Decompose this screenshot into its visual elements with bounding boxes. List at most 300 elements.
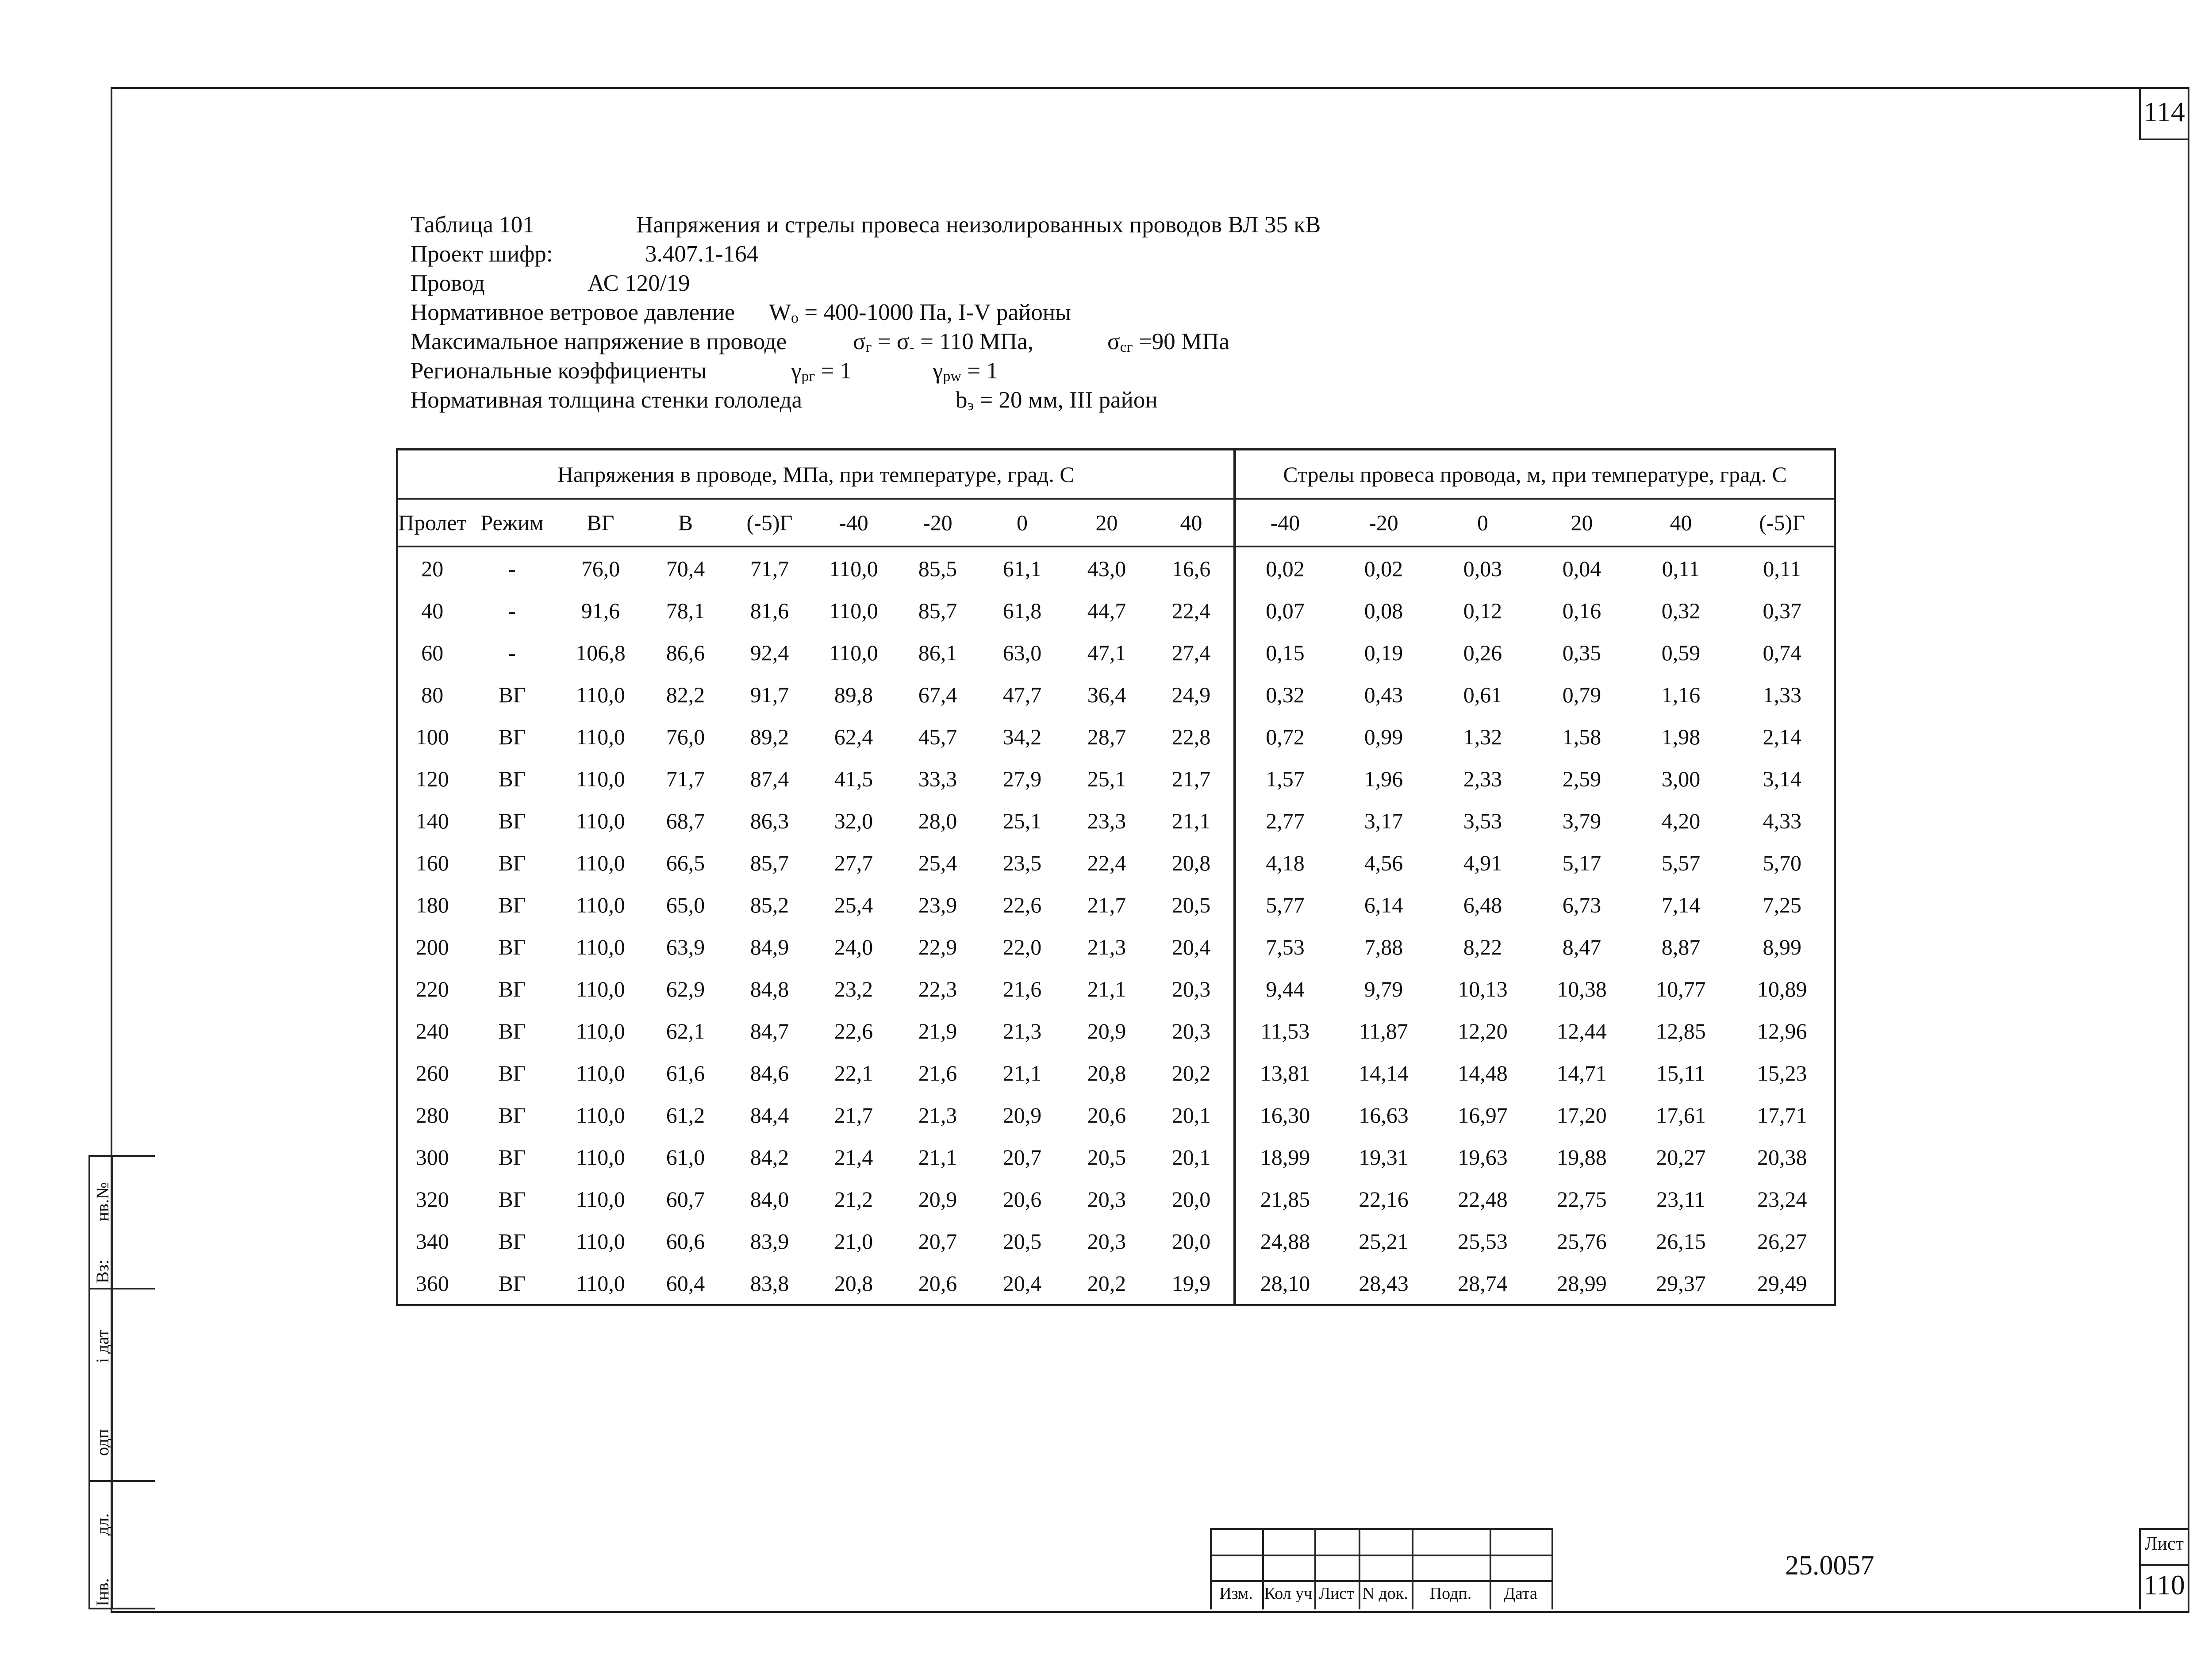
project-code-value: 3.407.1-164 — [645, 241, 759, 267]
table-cell: 41,5 — [834, 766, 873, 791]
table-cell: 84,4 — [750, 1102, 789, 1128]
table-cell: 20,2 — [1087, 1270, 1126, 1296]
table-cell: 19,31 — [1359, 1144, 1409, 1170]
table-cell: 23,5 — [1002, 850, 1042, 875]
column-header: 0 — [979, 499, 1064, 547]
table-cell: 16,6 — [1148, 547, 1235, 589]
table-cell: 25,76 — [1557, 1228, 1607, 1254]
stress-group-header: Напряжения в проводе, МПа, при температуре, град. С — [397, 450, 1235, 499]
table-cell: 22,9 — [918, 934, 957, 959]
table-cell: 1,16 — [1661, 682, 1701, 707]
table-cell: 86,1 — [918, 640, 957, 665]
table-cell: 100 — [415, 724, 449, 749]
table-cell: 4,33 — [1763, 808, 1801, 833]
table-cell: 0,43 — [1364, 682, 1403, 707]
table-cell: 21,1 — [1148, 800, 1235, 842]
table-cell: 76,0 — [666, 724, 705, 749]
avg-stress-value: $\sigma_{сг} =90$ МПа — [1107, 329, 1229, 355]
table-cell: 110,0 — [576, 934, 625, 959]
table-row — [397, 926, 1835, 968]
table-cell: 22,75 — [1557, 1186, 1607, 1212]
table-cell: 22,3 — [918, 976, 957, 1001]
table-cell: 22,1 — [834, 1060, 873, 1085]
table-cell: 12,20 — [1458, 1018, 1508, 1043]
table-cell: 47,1 — [1087, 640, 1126, 665]
table-row — [397, 631, 1835, 674]
table-cell: 21,6 — [1002, 976, 1042, 1001]
table-cell: 20,6 — [1002, 1186, 1042, 1212]
table-cell: 63,9 — [666, 934, 705, 959]
table-cell: 160 — [415, 850, 449, 875]
table-cell: 45,7 — [918, 724, 957, 749]
table-cell: 2,14 — [1763, 724, 1801, 749]
table-cell: 67,4 — [918, 682, 957, 707]
table-cell: 25,1 — [1002, 808, 1042, 833]
column-header: -20 — [1334, 499, 1433, 547]
table-cell: 6,48 — [1463, 892, 1502, 917]
table-cell: 61,0 — [666, 1144, 705, 1170]
table-cell: 28,0 — [918, 808, 957, 833]
table-cell: 21,85 — [1260, 1186, 1310, 1212]
table-number: Таблица 101 — [411, 212, 534, 238]
table-cell: 17,20 — [1557, 1102, 1607, 1128]
table-cell: 7,14 — [1661, 892, 1701, 917]
table-cell: 15,23 — [1757, 1060, 1807, 1085]
table-cell: 87,4 — [750, 766, 789, 791]
table-cell: 110,0 — [829, 640, 878, 665]
column-header: -40 — [1235, 499, 1334, 547]
table-cell: 20 — [421, 556, 444, 581]
table-cell: 9,79 — [1364, 976, 1403, 1001]
wind-pressure-label: Нормативное ветровое давление — [411, 300, 735, 325]
table-cell: 34,2 — [1002, 724, 1042, 749]
stamp-line — [88, 1608, 155, 1609]
column-header: Пролет — [397, 499, 467, 547]
table-cell: 84,0 — [750, 1186, 789, 1212]
table-cell: 3,79 — [1562, 808, 1601, 833]
column-header: (-5)Г — [727, 499, 811, 547]
table-cell: 17,71 — [1757, 1102, 1807, 1128]
table-cell: 65,0 — [666, 892, 705, 917]
table-cell: 4,18 — [1266, 850, 1305, 875]
table-cell: 0,61 — [1463, 682, 1502, 707]
table-cell: 20,4 — [1002, 1270, 1042, 1296]
wire-value: АС 120/19 — [588, 270, 690, 296]
table-cell: 20,6 — [1087, 1102, 1126, 1128]
table-cell: 1,33 — [1763, 682, 1801, 707]
table-cell: 4,20 — [1661, 808, 1701, 833]
table-cell: 120 — [415, 766, 449, 791]
table-cell: 28,43 — [1359, 1270, 1409, 1296]
table-body — [397, 450, 1835, 1305]
table-row — [397, 1094, 1835, 1136]
column-header: Режим — [466, 499, 557, 547]
stress-sag-table — [396, 448, 1836, 1306]
rev-label-kol: Кол уч — [1264, 1584, 1313, 1603]
table-cell: 20,38 — [1757, 1144, 1807, 1170]
table-cell: 20,3 — [1087, 1186, 1126, 1212]
table-cell: 320 — [415, 1186, 449, 1212]
table-cell: 20,1 — [1148, 1094, 1235, 1136]
wind-pressure-value: $W_o = 400-1000$ Па, I-V районы — [769, 300, 1071, 326]
table-cell: 91,6 — [581, 598, 620, 623]
table-cell: 86,3 — [750, 808, 789, 833]
table-cell: 23,9 — [918, 892, 957, 917]
table-cell: ВГ — [498, 892, 526, 917]
table-cell: 280 — [415, 1102, 449, 1128]
table-cell: 20,8 — [1148, 842, 1235, 884]
table-cell: ВГ — [498, 1186, 526, 1212]
table-cell: 84,7 — [750, 1018, 789, 1043]
table-cell: 0,59 — [1661, 640, 1701, 665]
table-cell: 110,0 — [576, 976, 625, 1001]
table-cell: ВГ — [498, 1060, 526, 1085]
table-cell: 20,2 — [1148, 1052, 1235, 1094]
stamp-column — [88, 1155, 113, 1609]
stamp-label-inv: Інв. — [92, 1578, 112, 1606]
table-cell: 85,7 — [750, 850, 789, 875]
table-cell: 86,6 — [666, 640, 705, 665]
table-cell: 21,6 — [918, 1060, 957, 1085]
table-cell: 29,49 — [1757, 1270, 1807, 1296]
table-cell: 25,21 — [1359, 1228, 1409, 1254]
ice-thickness-value: $b_э = 20$ мм, III район — [956, 387, 1158, 414]
table-cell: 20,3 — [1148, 968, 1235, 1010]
table-cell: 5,57 — [1661, 850, 1701, 875]
table-cell: 20,9 — [1087, 1018, 1126, 1043]
table-cell: 110,0 — [576, 1270, 625, 1296]
table-cell: ВГ — [498, 850, 526, 875]
table-cell: 5,70 — [1763, 850, 1801, 875]
table-cell: 11,87 — [1359, 1018, 1408, 1043]
column-header: В — [643, 499, 727, 547]
table-cell: 0,32 — [1661, 598, 1701, 623]
table-cell: 47,7 — [1002, 682, 1042, 707]
table-cell: 21,4 — [834, 1144, 873, 1170]
table-cell: 110,0 — [576, 1018, 625, 1043]
left-approval-stamp — [44, 1155, 111, 1609]
table-cell: 71,7 — [750, 556, 789, 581]
table-cell: 0,08 — [1364, 598, 1403, 623]
column-header: -40 — [811, 499, 895, 547]
table-cell: 19,9 — [1148, 1262, 1235, 1305]
table-cell: 8,87 — [1661, 934, 1701, 959]
table-cell: 60,6 — [666, 1228, 705, 1254]
table-cell: 36,4 — [1087, 682, 1126, 707]
table-cell: 60 — [421, 640, 444, 665]
ice-thickness-label: Нормативная толщина стенки гололеда — [411, 387, 803, 413]
table-cell: 14,48 — [1458, 1060, 1508, 1085]
table-cell: ВГ — [498, 808, 526, 833]
gamma-pg-value: $\gamma_{pг} = 1$ — [791, 358, 852, 385]
table-cell: 15,11 — [1656, 1060, 1705, 1085]
table-cell: 28,7 — [1087, 724, 1126, 749]
table-cell: 360 — [415, 1270, 449, 1296]
table-cell: 10,13 — [1458, 976, 1508, 1001]
table-cell: 0,74 — [1763, 640, 1801, 665]
table-cell: 16,97 — [1458, 1102, 1508, 1128]
table-cell: 85,2 — [750, 892, 789, 917]
table-cell: 7,53 — [1266, 934, 1305, 959]
table-cell: 21,1 — [1002, 1060, 1042, 1085]
table-cell: 11,53 — [1260, 1018, 1310, 1043]
table-cell: 6,73 — [1562, 892, 1601, 917]
table-cell: 2,59 — [1562, 766, 1601, 791]
table-cell: 27,9 — [1002, 766, 1042, 791]
table-cell: 2,77 — [1266, 808, 1305, 833]
table-cell: 110,0 — [576, 850, 625, 875]
table-cell: 22,16 — [1359, 1186, 1409, 1212]
table-cell: 240 — [415, 1018, 449, 1043]
table-cell: 83,8 — [750, 1270, 789, 1296]
table-row — [397, 589, 1835, 631]
table-cell: 13,81 — [1260, 1060, 1310, 1085]
table-cell: 80 — [421, 682, 444, 707]
table-cell: 82,2 — [666, 682, 705, 707]
table-cell: ВГ — [498, 976, 526, 1001]
table-cell: ВГ — [498, 724, 526, 749]
table-cell: 27,4 — [1148, 631, 1235, 674]
rev-label-list: Лист — [1319, 1584, 1354, 1603]
table-cell: 22,4 — [1148, 589, 1235, 631]
column-header: 40 — [1631, 499, 1730, 547]
table-cell: 25,1 — [1087, 766, 1126, 791]
table-cell: 60,4 — [666, 1270, 705, 1296]
table-row — [397, 1010, 1835, 1052]
table-cell: 21,1 — [918, 1144, 957, 1170]
table-cell: 10,38 — [1557, 976, 1607, 1001]
column-header: 20 — [1064, 499, 1148, 547]
table-cell: 22,4 — [1087, 850, 1126, 875]
column-header: ВГ — [557, 499, 643, 547]
sheet-label: Лист — [2145, 1534, 2184, 1554]
table-cell: 18,99 — [1260, 1144, 1310, 1170]
table-cell: 20,6 — [918, 1270, 957, 1296]
table-cell: ВГ — [498, 1018, 526, 1043]
table-cell: 0,19 — [1364, 640, 1403, 665]
table-cell: 78,1 — [666, 598, 705, 623]
table-cell: 19,63 — [1458, 1144, 1508, 1170]
table-cell: ВГ — [498, 1144, 526, 1170]
table-cell: 23,3 — [1087, 808, 1126, 833]
table-cell: 84,8 — [750, 976, 789, 1001]
table-cell: 20,1 — [1148, 1136, 1235, 1178]
table-cell: 25,4 — [918, 850, 957, 875]
table-column-header-row — [397, 499, 1835, 547]
column-header: 40 — [1148, 499, 1235, 547]
table-cell: 68,7 — [666, 808, 705, 833]
table-cell: 21,1 — [1087, 976, 1126, 1001]
table-cell: 110,0 — [576, 1102, 625, 1128]
regional-coeff-label: Региональные коэффициенты — [411, 358, 707, 384]
wire-label: Провод — [411, 270, 485, 296]
table-cell: 21,9 — [918, 1018, 957, 1043]
table-cell: 0,99 — [1364, 724, 1403, 749]
table-cell: 20,9 — [1002, 1102, 1042, 1128]
table-cell: 85,5 — [918, 556, 957, 581]
table-cell: 0,04 — [1562, 556, 1601, 581]
table-cell: ВГ — [498, 682, 526, 707]
table-cell: 70,4 — [666, 556, 705, 581]
table-cell: 110,0 — [576, 724, 625, 749]
stamp-line — [88, 1155, 155, 1157]
table-cell: 1,58 — [1562, 724, 1601, 749]
table-cell: 85,7 — [918, 598, 957, 623]
table-cell: 24,0 — [834, 934, 873, 959]
stamp-line — [88, 1480, 155, 1482]
table-cell: 22,48 — [1458, 1186, 1508, 1212]
column-header: 20 — [1532, 499, 1631, 547]
table-cell: 26,15 — [1656, 1228, 1706, 1254]
table-cell: 3,00 — [1661, 766, 1701, 791]
table-row — [397, 800, 1835, 842]
column-header: 0 — [1433, 499, 1532, 547]
table-cell: 110,0 — [576, 1228, 625, 1254]
table-cell: 22,6 — [1002, 892, 1042, 917]
table-cell: 110,0 — [829, 598, 878, 623]
table-cell: 17,61 — [1656, 1102, 1706, 1128]
table-cell: 20,3 — [1148, 1010, 1235, 1052]
table-cell: ВГ — [498, 934, 526, 959]
table-cell: 84,9 — [750, 934, 789, 959]
table-cell: 3,17 — [1364, 808, 1403, 833]
table-cell: 10,89 — [1757, 976, 1807, 1001]
table-cell: 3,53 — [1463, 808, 1502, 833]
table-cell: 8,22 — [1463, 934, 1502, 959]
table-cell: 12,85 — [1656, 1018, 1706, 1043]
page-number-top: 114 — [2139, 87, 2188, 140]
table-cell: 0,32 — [1266, 682, 1305, 707]
table-cell: 20,4 — [1148, 926, 1235, 968]
table-cell: 81,6 — [750, 598, 789, 623]
table-cell: 92,4 — [750, 640, 789, 665]
table-cell: 0,11 — [1763, 556, 1801, 581]
stamp-label-date: і дат — [92, 1329, 112, 1363]
max-stress-label: Максимальное напряжение в проводе — [411, 329, 787, 354]
table-cell: 89,8 — [834, 682, 873, 707]
table-cell: 0,11 — [1662, 556, 1700, 581]
table-cell: 12,44 — [1557, 1018, 1607, 1043]
table-cell: 84,6 — [750, 1060, 789, 1085]
table-cell: 40 — [421, 598, 444, 623]
table-cell: 14,71 — [1557, 1060, 1607, 1085]
table-cell: 23,24 — [1757, 1186, 1807, 1212]
table-row — [397, 547, 1835, 589]
table-cell: 0,03 — [1463, 556, 1502, 581]
table-cell: 20,3 — [1087, 1228, 1126, 1254]
table-cell: 21,0 — [834, 1228, 873, 1254]
table-cell: 23,2 — [834, 976, 873, 1001]
table-cell: 16,30 — [1260, 1102, 1310, 1128]
table-cell: 61,2 — [666, 1102, 705, 1128]
table-cell: 12,96 — [1757, 1018, 1807, 1043]
table-row — [397, 758, 1835, 800]
table-cell: 0,07 — [1266, 598, 1305, 623]
table-cell: 20,5 — [1087, 1144, 1126, 1170]
table-cell: 110,0 — [576, 892, 625, 917]
gamma-pw-value: $\gamma_{pw} = 1$ — [933, 358, 998, 385]
table-cell: 71,7 — [666, 766, 705, 791]
table-cell: 29,37 — [1656, 1270, 1706, 1296]
table-cell: 21,7 — [1148, 758, 1235, 800]
stamp-label-dl: дл. — [92, 1513, 112, 1536]
table-cell: 22,0 — [1002, 934, 1042, 959]
table-row — [397, 1052, 1835, 1094]
table-cell: 0,37 — [1763, 598, 1801, 623]
table-cell: 61,6 — [666, 1060, 705, 1085]
table-cell: 110,0 — [576, 682, 625, 707]
table-cell: 20,9 — [918, 1186, 957, 1212]
table-cell: 21,2 — [834, 1186, 873, 1212]
table-cell: 0,79 — [1562, 682, 1601, 707]
table-cell: 20,7 — [918, 1228, 957, 1254]
table-cell: 220 — [415, 976, 449, 1001]
table-row — [397, 968, 1835, 1010]
table-cell: 110,0 — [576, 766, 625, 791]
table-cell: 1,57 — [1266, 766, 1305, 791]
table-cell: 63,0 — [1002, 640, 1042, 665]
table-cell: 33,3 — [918, 766, 957, 791]
table-cell: 25,4 — [834, 892, 873, 917]
table-cell: 4,91 — [1463, 850, 1502, 875]
table-row — [397, 674, 1835, 716]
table-cell: 200 — [415, 934, 449, 959]
table-cell: 19,88 — [1557, 1144, 1607, 1170]
table-row — [397, 884, 1835, 926]
stamp-label-vz: Вз: — [92, 1259, 112, 1283]
table-cell: 20,7 — [1002, 1144, 1042, 1170]
table-cell: 5,77 — [1266, 892, 1305, 917]
table-cell: 5,17 — [1562, 850, 1601, 875]
table-cell: 2,33 — [1463, 766, 1502, 791]
table-cell: 260 — [415, 1060, 449, 1085]
table-cell: 32,0 — [834, 808, 873, 833]
table-cell: 0,15 — [1266, 640, 1305, 665]
table-cell: ВГ — [498, 1270, 526, 1296]
table-cell: 9,44 — [1266, 976, 1305, 1001]
table-cell: 24,9 — [1148, 674, 1235, 716]
table-cell: ВГ — [498, 766, 526, 791]
table-cell: 10,77 — [1656, 976, 1706, 1001]
table-cell: 21,3 — [1002, 1018, 1042, 1043]
table-cell: 110,0 — [829, 556, 878, 581]
table-cell: 89,2 — [750, 724, 789, 749]
table-cell: 20,27 — [1656, 1144, 1706, 1170]
stamp-label-sign: одп — [92, 1429, 112, 1456]
table-cell: 0,02 — [1266, 556, 1305, 581]
table-cell: 91,7 — [750, 682, 789, 707]
table-group-header-row — [397, 450, 1835, 499]
table-cell: 62,4 — [834, 724, 873, 749]
table-cell: 1,96 — [1364, 766, 1403, 791]
table-cell: 28,99 — [1557, 1270, 1607, 1296]
rev-label-ndok: N док. — [1362, 1584, 1408, 1603]
table-cell: 28,10 — [1260, 1270, 1310, 1296]
table-cell: 27,7 — [834, 850, 873, 875]
sheet-number: 110 — [2143, 1569, 2185, 1601]
table-cell: 24,88 — [1260, 1228, 1310, 1254]
table-cell: 14,14 — [1359, 1060, 1409, 1085]
max-stress-value: $\sigma_г = \sigma_- = 110$ МПа, — [853, 329, 1034, 355]
table-cell: 3,14 — [1763, 766, 1801, 791]
table-cell: 84,2 — [750, 1144, 789, 1170]
table-row — [397, 842, 1835, 884]
sag-group-header: Стрелы провеса провода, м, при температуре, град. С — [1235, 450, 1835, 499]
title-block — [1210, 1528, 2188, 1609]
table-cell: 106,8 — [576, 640, 626, 665]
table-cell: 62,9 — [666, 976, 705, 1001]
table-cell: 6,14 — [1364, 892, 1403, 917]
